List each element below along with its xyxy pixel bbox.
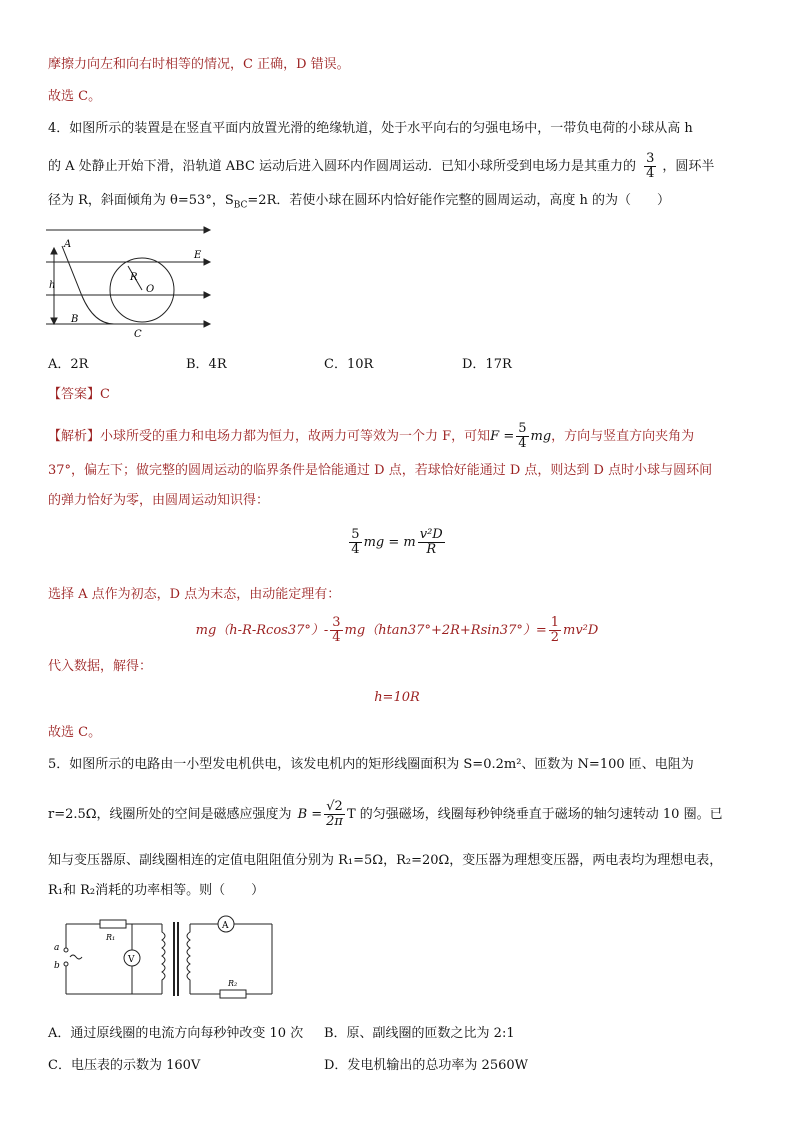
q5-stem-line3: 知与变压器原、副线圈相连的定值电阻阻值分别为 R₁=5Ω，R₂=20Ω，变压器为理想变压器，两电表均为理想电表， xyxy=(48,853,723,868)
q5-option-c[interactable]: C．电压表的示数为 160V xyxy=(48,1058,201,1073)
q4-stem-line1: 4．如图所示的装置是在竖直平面内放置光滑的绝缘轨道，处于水平向右的匀强电场中，一带负电荷的小球从高 h xyxy=(48,121,693,136)
q4-select: 故选 C。 xyxy=(48,725,102,740)
q4-analysis-line4: 选择 A 点作为初态，D 点为末态，由动能定理有： xyxy=(48,587,341,602)
q4-equation-2: mg（h-R-Rcos37°）- $\frac{3}{4}$ mg（htan37°+2R+Rsin37°）= $\frac{1}{2}$ mv²D xyxy=(195,615,599,645)
q5-label-r2: R₂ xyxy=(228,979,238,988)
q4-option-a[interactable]: A．2R xyxy=(48,357,89,372)
q4-label-c: C xyxy=(134,329,142,340)
q4-analysis-line3: 的弹力恰好为零，由圆周运动知识得： xyxy=(48,493,270,508)
q4-label-e: E xyxy=(194,250,202,261)
q5-label-b: b xyxy=(54,961,60,971)
q5-label-a: a xyxy=(54,943,60,953)
q4-option-d[interactable]: D．17R xyxy=(462,357,512,372)
q5-stem-line1: 5．如图所示的电路由一小型发电机供电，该发电机内的矩形线圈面积为 S=0.2m²、匝数为 N=100 匝、电阻为 xyxy=(48,757,694,772)
q5-option-d[interactable]: D．发电机输出的总功率为 2560W xyxy=(324,1058,529,1073)
q4-option-b[interactable]: B．4R xyxy=(186,357,227,372)
q4-analysis-line1: 【解析】小球所受的重力和电场力都为恒力，故两力可等效为一个力 F，可知F = $\frac{5}{4}$ mg，方向与竖直方向夹角为 xyxy=(48,421,695,451)
q5-label-voltmeter: V xyxy=(128,955,135,965)
q4-equation-3: h=10R xyxy=(374,690,420,705)
prev-answer-line: 摩擦力向左和向右时相等的情况，C 正确，D 错误。 xyxy=(48,57,350,72)
q4-fraction: $\frac{3}{4}$ xyxy=(646,151,655,181)
q4-label-o: O xyxy=(146,284,155,295)
q4-figure xyxy=(44,226,214,344)
q4-label-a: A xyxy=(64,239,72,250)
q4-stem-line2: 的 A 处静止开始下滑，沿轨道 ABC 运动后进入圆环内作圆周运动．已知小球所受到电场力是其重力的 $\frac{3}{4}$ ，圆环半 xyxy=(48,151,715,181)
prev-answer-select: 故选 C。 xyxy=(48,89,102,104)
q5-circuit-figure xyxy=(46,912,278,1002)
q5-option-b[interactable]: B．原、副线圈的匝数之比为 2:1 xyxy=(324,1026,515,1041)
q4-analysis-line5: 代入数据，解得： xyxy=(48,659,153,674)
q4-equation-1: $\frac{5}{4}$ mg = m $\frac{\text{v²D}}{R}$ xyxy=(351,527,443,557)
q4-option-c[interactable]: C．10R xyxy=(324,357,374,372)
q5-stem-line4: R₁和 R₂消耗的功率相等。则（ ） xyxy=(48,883,265,898)
q5-label-r1: R₁ xyxy=(106,933,116,942)
q4-analysis-fraction: $\frac{5}{4}$ xyxy=(518,421,527,451)
q4-answer: 【答案】C xyxy=(48,387,110,402)
q4-label-r: R xyxy=(130,272,138,283)
q4-label-h: h xyxy=(49,280,56,291)
q5-label-ammeter: A xyxy=(222,921,229,931)
q4-analysis-line2: 37°，偏左下；做完整的圆周运动的临界条件是恰能通过 D 点，若球恰好能通过 D 点，则达到 D 点时小球与圆环间 xyxy=(48,463,713,478)
q5-option-a[interactable]: A．通过原线圈的电流方向每秒钟改变 10 次 xyxy=(48,1026,304,1041)
q4-label-b: B xyxy=(71,314,79,325)
q5-stem-line2: r=2.5Ω，线圈所处的空间是磁感应强度为 B = $\frac{√2}{2\pi}$ T 的匀强磁场，线圈每秒钟绕垂直于磁场的轴匀速转动 10 圈。已 xyxy=(48,799,723,829)
q4-stem-line3: 径为 R，斜面倾角为 θ=53°，$S_{BC}=2R$．若使小球在圆环内恰好能作完整的圆周运动，高度 h 的为（ ） xyxy=(48,193,670,211)
